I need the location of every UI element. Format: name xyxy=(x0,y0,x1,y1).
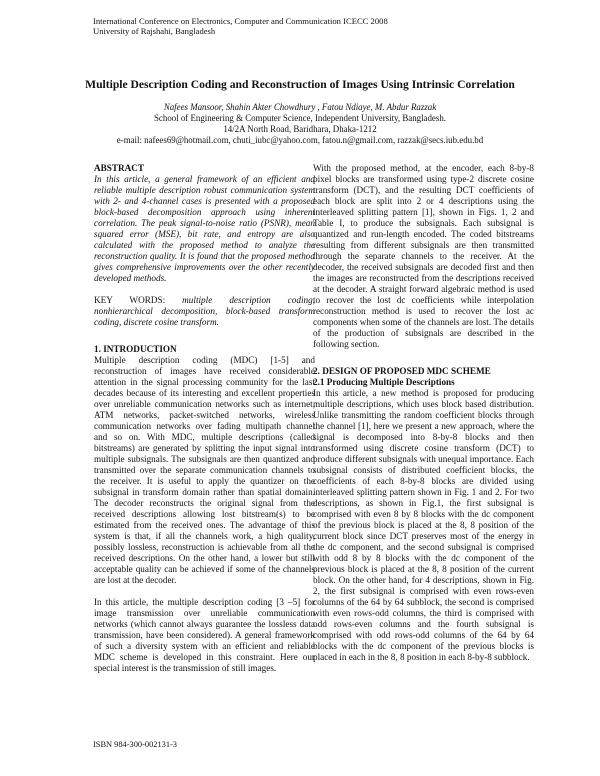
keywords xyxy=(94,295,315,328)
author-block xyxy=(60,102,540,146)
introduction-heading: 1. INTRODUCTION xyxy=(94,344,177,354)
introduction-paragraph-2: In this article, the multiple description coding [3 –5] for image transmission over unreliable communication networks (which cannot always guarantee the lossless data transmission, have been considered). A general framework of such a diversity system with an efficient and reliable MDC scheme is developed in this constraint. Here our special interest is the transmission of still images. xyxy=(94,597,315,673)
producing-descriptions-paragraph: In this article, a new method is proposed for producing multiple descriptions, which uses block based distribution. Unlike transmitting the random coefficient blocks through the channel [1], here we present a new approach, where the signal is decomposed into 8-by-8 blocks and then transformed using discrete cosine transform (DCT) to produce different subsignals with unequal importance. Each subsignal consists of distributed coefficient blocks, the coefficients of each 8-by-8 blocks are divided using interleaved splitting pattern shown in Fig. 1 and 2. For two descriptions, as shown in Fig.1, the first subsignal is comprised with even 8 by 8 blocks with the dc component of the previous block is placed at the 8, 8 position of the current block since DCT preserves most of the energy in the dc component, and the second subsignal is comprised with odd 8 by 8 blocks with the dc component of the previous block is placed at the 8, 8 position of the current block. On the other hand, for 4 descriptions, shown in Fig. 2, the first subsignal is comprised with even rows-even columns of the 64 by 64 subblock, the second is comprised with even rows-odd columns, the third is comprised with odd rows-even columns and the fourth subsignal is comprised with odd rows-odd columns of the 64 by 64 blocks with the dc component of the previous blocks is placed in each in the 8, 8 position in each 8-by-8 subblock. xyxy=(313,388,534,662)
paper-title: Multiple Description Coding and Reconstruction of Images Using Intrinsic Correlation xyxy=(85,78,515,91)
isbn-footer: ISBN 984-300-002131-3 xyxy=(93,740,177,749)
method-overview-paragraph: With the proposed method, at the encoder, each 8-by-8 pixel blocks are transformed using type-2 discrete cosine transform (DCT), and the resulting DCT coefficients of each block are split into 2 or 4 descriptions using the interleaved splitting pattern [1], shown in Figs. 1, 2 and Table I, to produce the subsignals. Each subsignal is quantized and run-length encoded. The coded bitstreams resulting from different subsignals are then transmitted through the separate channels to the receiver. At the decoder, the received subsignals are decoded first and then the images are reconstructed from the descriptions received at the decoder. A straight forward algebraic method is used to recover the lost dc coefficients while interpolation reconstruction method is used to recover the lost ac components when some of the channels are lost. The details of the production of subsignals are described in the following section. xyxy=(313,163,534,349)
conference-name: International Conference on Electronics, Computer and Communication ICECC 2008 xyxy=(93,16,388,26)
conference-header xyxy=(93,16,388,36)
introduction-paragraph-1: Multiple description coding (MDC) [1-5] and reconstruction of images have received considerable attention in the signal processing community for the last decades because of its interesting and excellent properties over unreliable communication networks such as internet, ATM networks, packet-switched networks, wireless communication networks over fading multipath channel and so on. With MDC, multiple descriptions (called bitstreams) are generated by splitting the input signal into multiple subsignals. The subsignals are then quantized and transmitted over the separate communication channels to the receiver. It is useful to apply the quantizer on the subsignal in transform domain rather than spatial domain. The decoder reconstructs the original signal from the received descriptions allowing lost bitstream(s) to be estimated from the received ones. The advantage of this system is that, if all the channels work, a high quality, possibly lossless, reconstruction is achievable from all the received descriptions. On the other hand, a lower but still acceptable quality can be achieved if some of the channels are lost at the decoder. xyxy=(94,355,315,585)
right-column xyxy=(313,163,534,663)
keywords-text: multiple description coding, nonhierarchical decomposition, block-based transform coding, discrete cosine transform. xyxy=(94,295,315,327)
abstract-heading: ABSTRACT xyxy=(94,163,145,173)
affiliation-line-1: School of Engineering & Computer Science, Independent University, Bangladesh. xyxy=(154,113,446,123)
author-emails: e-mail: nafees69@hotmail.com, chuti_iubc@yahoo.com, fatou.n@gmail.com, razzak@secs.iub.edu.bd xyxy=(116,135,484,145)
keywords-label: KEY WORDS: xyxy=(94,295,166,305)
author-names: Nafees Mansoor, Shahin Akter Chowdhury , Fatou Ndiaye, M. Abdur Razzak xyxy=(163,102,437,112)
conference-venue: University of Rajshahi, Bangladesh xyxy=(93,26,216,36)
abstract-text: In this article, a general framework of an efficient and reliable multiple description robust communication system with 2- and 4-channel cases is presented with a proposed block-based decomposition approach using inherent correlation. The peak signal-to-noise ratio (PSNR), mean squared error (MSE), bit rate, and entropy are also calculated with the proposed method to analyze the reconstruction quality. It is found that the proposed method gives comprehensive improvements over the other recently developed methods. xyxy=(94,174,315,283)
section-2-1-heading: 2.1 Producing Multiple Descriptions xyxy=(313,377,455,387)
left-column xyxy=(94,163,315,674)
section-2-heading: 2. DESIGN OF PROPOSED MDC SCHEME xyxy=(313,366,491,376)
affiliation-line-2: 14/2A North Road, Baridhara, Dhaka-1212 xyxy=(223,124,377,134)
